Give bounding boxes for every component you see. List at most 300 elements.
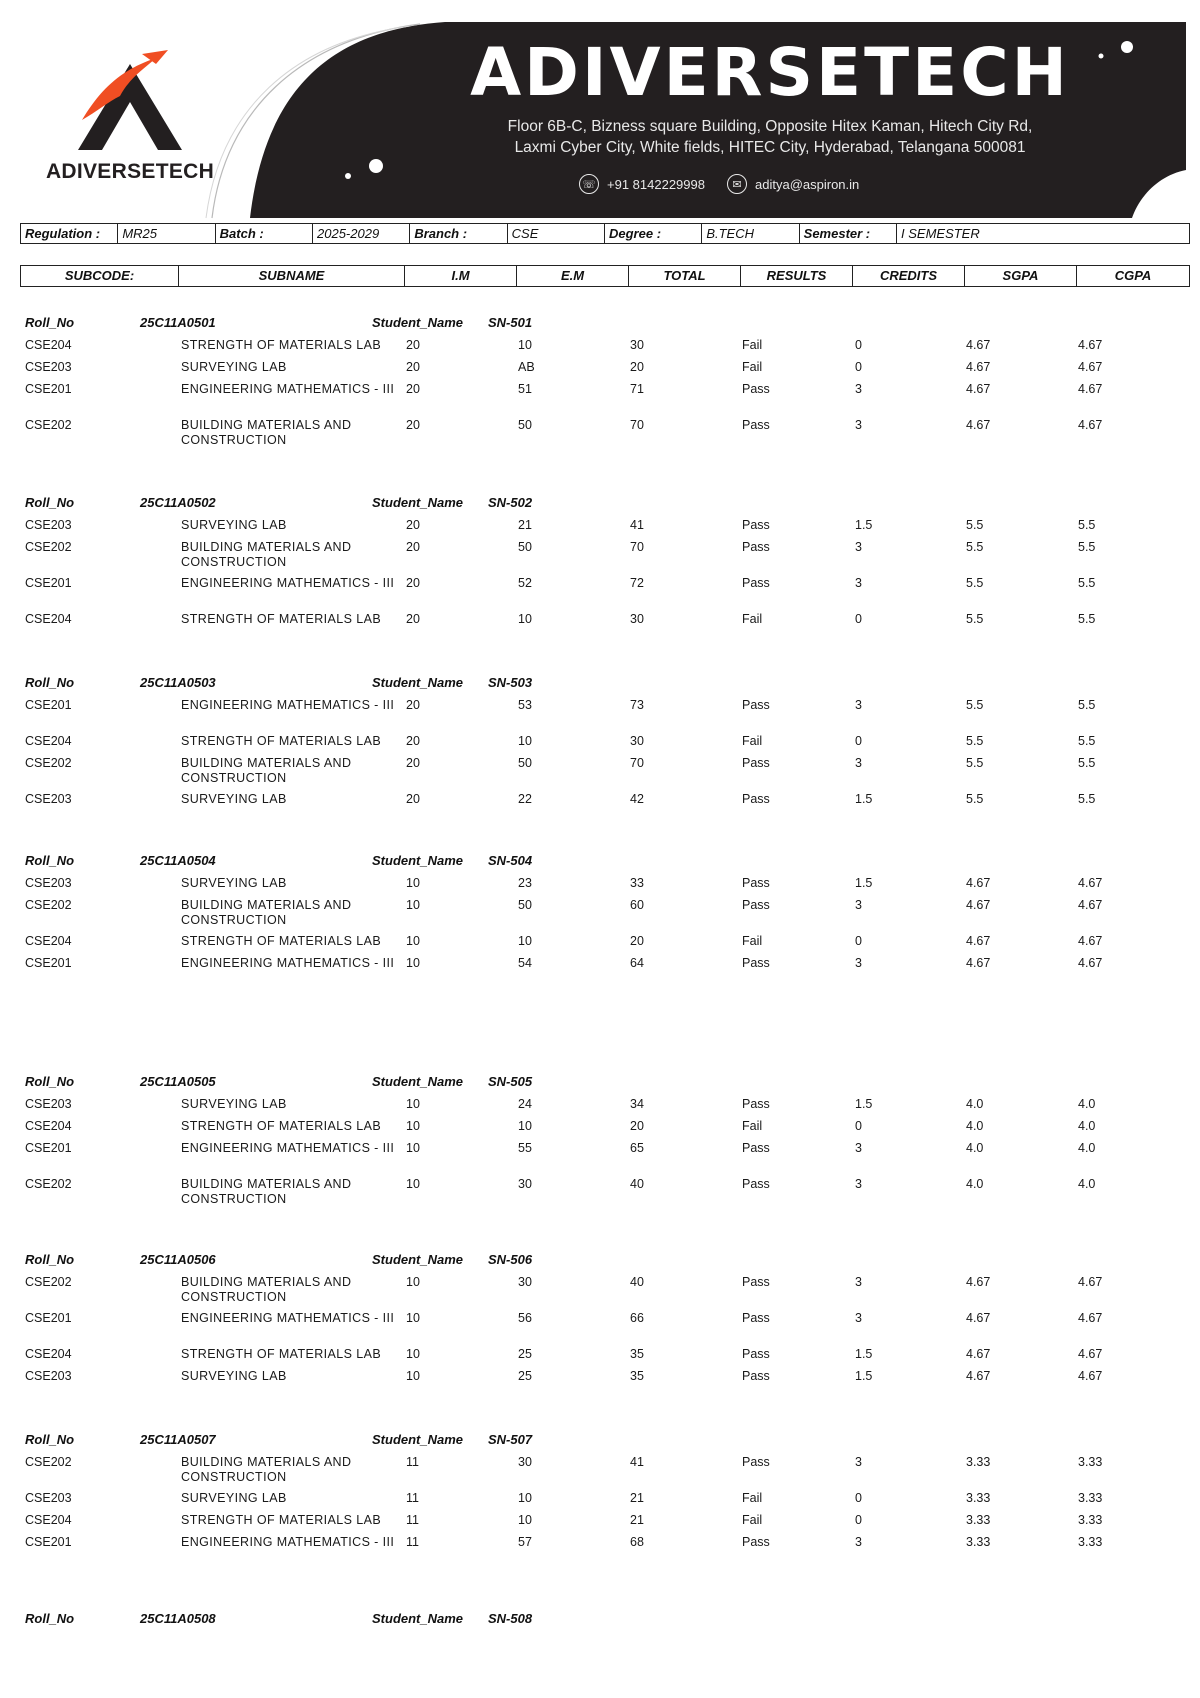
subcode-cell: CSE204 [25, 1119, 72, 1133]
result-cell: Pass [742, 1347, 770, 1361]
semester-value: I SEMESTER [901, 226, 980, 241]
em-cell: 30 [518, 1275, 532, 1289]
im-cell: 10 [406, 1119, 420, 1133]
sgpa-cell: 5.5 [966, 576, 984, 590]
total-cell: 70 [630, 756, 644, 770]
table-row [0, 1141, 1200, 1177]
subname-cell: BUILDING MATERIALS AND CONSTRUCTION [181, 1455, 352, 1484]
cgpa-cell: 3.33 [1078, 1491, 1103, 1505]
table-row [0, 1311, 1200, 1347]
subname-cell: STRENGTH OF MATERIALS LAB [181, 934, 382, 948]
sgpa-cell: 4.67 [966, 1347, 991, 1361]
credits-cell: 3 [855, 576, 862, 590]
cgpa-cell: 5.5 [1078, 612, 1096, 626]
em-cell: 30 [518, 1177, 532, 1191]
student-name: SN-508 [488, 1611, 533, 1626]
subname-cell: ENGINEERING MATHEMATICS - III [181, 1311, 395, 1325]
em-cell: 50 [518, 898, 532, 912]
result-cell: Pass [742, 1275, 770, 1289]
student-name: SN-505 [488, 1074, 533, 1089]
em-cell: 10 [518, 1491, 532, 1505]
column-header-row [20, 265, 1190, 287]
student-block [0, 853, 1200, 970]
subname-cell: STRENGTH OF MATERIALS LAB [181, 1119, 382, 1133]
student-name: SN-502 [488, 495, 533, 510]
cgpa-cell: 4.0 [1078, 1141, 1096, 1155]
result-cell: Pass [742, 418, 770, 432]
subcode-cell: CSE201 [25, 382, 72, 396]
cgpa-cell: 5.5 [1078, 518, 1096, 532]
col-credits: CREDITS [853, 266, 965, 286]
im-cell: 10 [406, 934, 420, 948]
result-cell: Fail [742, 1119, 763, 1133]
em-cell: 50 [518, 540, 532, 554]
result-cell: Fail [742, 734, 763, 748]
contact-phone [579, 174, 705, 194]
credits-cell: 0 [855, 360, 862, 374]
result-cell: Pass [742, 518, 770, 532]
im-cell: 20 [406, 338, 420, 352]
roll-row [0, 315, 1200, 335]
logo-wordmark: ADIVERSETECH [45, 160, 215, 183]
total-cell: 60 [630, 898, 644, 912]
total-cell: 34 [630, 1097, 644, 1111]
em-cell: 50 [518, 756, 532, 770]
credits-cell: 0 [855, 734, 862, 748]
table-row [0, 576, 1200, 612]
credits-cell: 1.5 [855, 1097, 873, 1111]
subcode-cell: CSE201 [25, 1535, 72, 1549]
table-row [0, 1275, 1200, 1311]
subname-cell: STRENGTH OF MATERIALS LAB [181, 612, 382, 626]
roll-row [0, 1432, 1200, 1452]
subcode-cell: CSE201 [25, 1311, 72, 1325]
cgpa-cell: 4.67 [1078, 338, 1103, 352]
em-cell: 22 [518, 792, 532, 806]
im-cell: 20 [406, 418, 420, 432]
sgpa-cell: 4.67 [966, 1369, 991, 1383]
cgpa-cell: 3.33 [1078, 1535, 1103, 1549]
email-address: aditya@aspiron.in [755, 176, 860, 192]
subcode-cell: CSE202 [25, 898, 72, 912]
cgpa-cell: 4.67 [1078, 418, 1103, 432]
roll-number: 25C11A0506 [140, 1252, 216, 1267]
sgpa-cell: 4.67 [966, 898, 991, 912]
table-row [0, 612, 1200, 634]
table-row [0, 956, 1200, 992]
student-name-label: Student_Name [372, 1432, 464, 1447]
col-total: TOTAL [629, 266, 741, 286]
em-cell: 51 [518, 382, 532, 396]
im-cell: 11 [406, 1491, 419, 1505]
im-cell: 11 [406, 1513, 419, 1527]
brand-title: ADIVERSETECH [470, 34, 1070, 111]
cgpa-cell: 4.0 [1078, 1119, 1096, 1133]
subcode-cell: CSE204 [25, 734, 72, 748]
im-cell: 10 [406, 956, 420, 970]
cgpa-cell: 4.67 [1078, 956, 1103, 970]
subname-cell: SURVEYING LAB [181, 792, 287, 806]
im-cell: 20 [406, 518, 420, 532]
em-cell: 10 [518, 338, 532, 352]
result-cell: Pass [742, 576, 770, 590]
result-cell: Fail [742, 1513, 763, 1527]
regulation-label: Regulation : [21, 224, 118, 243]
roll-row [0, 675, 1200, 695]
table-row [0, 734, 1200, 756]
total-cell: 64 [630, 956, 644, 970]
result-cell: Pass [742, 1535, 770, 1549]
student-block [0, 1432, 1200, 1549]
em-cell: 50 [518, 418, 532, 432]
credits-cell: 1.5 [855, 518, 873, 532]
student-block [0, 1074, 1200, 1206]
roll-number: 25C11A0508 [140, 1611, 216, 1626]
total-cell: 68 [630, 1535, 644, 1549]
student-name: SN-507 [488, 1432, 533, 1447]
im-cell: 10 [406, 1177, 420, 1191]
batch-label: Batch : [216, 224, 313, 243]
im-cell: 20 [406, 756, 420, 770]
sgpa-cell: 5.5 [966, 792, 984, 806]
sgpa-cell: 5.5 [966, 734, 984, 748]
subcode-cell: CSE203 [25, 1097, 72, 1111]
total-cell: 21 [630, 1513, 644, 1527]
roll-label: Roll_No [25, 1611, 75, 1626]
student-name-label: Student_Name [372, 1252, 464, 1267]
credits-cell: 3 [855, 382, 862, 396]
total-cell: 41 [630, 1455, 644, 1469]
subname-cell: STRENGTH OF MATERIALS LAB [181, 1347, 382, 1361]
student-block [0, 495, 1200, 626]
im-cell: 11 [406, 1455, 419, 1469]
subcode-cell: CSE204 [25, 934, 72, 948]
subcode-cell: CSE202 [25, 418, 72, 432]
im-cell: 20 [406, 734, 420, 748]
em-cell: 57 [518, 1535, 532, 1549]
roll-row [0, 1611, 1200, 1631]
phone-number: +91 8142229998 [607, 176, 705, 192]
subname-cell: SURVEYING LAB [181, 1369, 287, 1383]
table-row [0, 518, 1200, 540]
credits-cell: 0 [855, 934, 862, 948]
cgpa-cell: 4.67 [1078, 1347, 1103, 1361]
roll-number: 25C11A0507 [140, 1432, 216, 1447]
subname-cell: SURVEYING LAB [181, 518, 287, 532]
total-cell: 70 [630, 418, 644, 432]
total-cell: 35 [630, 1347, 644, 1361]
result-cell: Fail [742, 360, 763, 374]
cgpa-cell: 4.67 [1078, 1311, 1103, 1325]
im-cell: 20 [406, 540, 420, 554]
table-row [0, 360, 1200, 382]
sgpa-cell: 5.5 [966, 698, 984, 712]
sgpa-cell: 4.67 [966, 360, 991, 374]
sgpa-cell: 4.67 [966, 1311, 991, 1325]
credits-cell: 0 [855, 612, 862, 626]
subname-cell: BUILDING MATERIALS AND CONSTRUCTION [181, 1275, 352, 1304]
sgpa-cell: 4.0 [966, 1141, 984, 1155]
em-cell: 25 [518, 1369, 532, 1383]
credits-cell: 0 [855, 338, 862, 352]
subname-cell: BUILDING MATERIALS AND CONSTRUCTION [181, 898, 352, 927]
credits-cell: 3 [855, 1455, 862, 1469]
cgpa-cell: 5.5 [1078, 540, 1096, 554]
sgpa-cell: 3.33 [966, 1535, 991, 1549]
result-cell: Pass [742, 1177, 770, 1191]
im-cell: 10 [406, 1097, 420, 1111]
roll-number: 25C11A0505 [140, 1074, 216, 1089]
sgpa-cell: 4.67 [966, 956, 991, 970]
subname-cell: BUILDING MATERIALS AND CONSTRUCTION [181, 756, 352, 785]
subcode-cell: CSE203 [25, 876, 72, 890]
credits-cell: 3 [855, 1535, 862, 1549]
subcode-cell: CSE204 [25, 1347, 72, 1361]
em-cell: 25 [518, 1347, 532, 1361]
student-name-label: Student_Name [372, 1611, 464, 1626]
subcode-cell: CSE204 [25, 338, 72, 352]
student-block [0, 1252, 1200, 1383]
em-cell: 10 [518, 1513, 532, 1527]
semester-label: Semester : [800, 224, 897, 243]
subname-cell: SURVEYING LAB [181, 1491, 287, 1505]
total-cell: 41 [630, 518, 644, 532]
result-cell: Pass [742, 956, 770, 970]
credits-cell: 3 [855, 898, 862, 912]
col-sgpa: SGPA [965, 266, 1077, 286]
sgpa-cell: 4.0 [966, 1097, 984, 1111]
subcode-cell: CSE204 [25, 612, 72, 626]
em-cell: 10 [518, 934, 532, 948]
sgpa-cell: 4.67 [966, 934, 991, 948]
total-cell: 21 [630, 1491, 644, 1505]
im-cell: 11 [406, 1535, 419, 1549]
roll-row [0, 853, 1200, 873]
im-cell: 20 [406, 576, 420, 590]
im-cell: 20 [406, 792, 420, 806]
cgpa-cell: 4.67 [1078, 1369, 1103, 1383]
subcode-cell: CSE202 [25, 756, 72, 770]
degree-value: B.TECH [702, 224, 799, 243]
result-cell: Pass [742, 876, 770, 890]
regulation-info-bar [20, 223, 1190, 244]
credits-cell: 3 [855, 418, 862, 432]
subcode-cell: CSE201 [25, 698, 72, 712]
total-cell: 73 [630, 698, 644, 712]
roll-label: Roll_No [25, 315, 75, 330]
result-cell: Fail [742, 1491, 763, 1505]
roll-row [0, 1252, 1200, 1272]
total-cell: 30 [630, 612, 644, 626]
im-cell: 10 [406, 1141, 420, 1155]
total-cell: 35 [630, 1369, 644, 1383]
cgpa-cell: 5.5 [1078, 734, 1096, 748]
result-cell: Pass [742, 898, 770, 912]
em-cell: 30 [518, 1455, 532, 1469]
roll-row [0, 1074, 1200, 1094]
table-row [0, 1491, 1200, 1513]
student-name: SN-504 [488, 853, 533, 868]
credits-cell: 3 [855, 1141, 862, 1155]
phone-icon: ☏ [579, 174, 599, 194]
roll-label: Roll_No [25, 1432, 75, 1447]
em-cell: 52 [518, 576, 532, 590]
em-cell: 56 [518, 1311, 532, 1325]
subname-cell: ENGINEERING MATHEMATICS - III [181, 698, 395, 712]
result-cell: Pass [742, 756, 770, 770]
student-block [0, 315, 1200, 447]
total-cell: 33 [630, 876, 644, 890]
result-cell: Pass [742, 1369, 770, 1383]
table-row [0, 792, 1200, 814]
cgpa-cell: 5.5 [1078, 792, 1096, 806]
table-row [0, 382, 1200, 418]
credits-cell: 3 [855, 1177, 862, 1191]
sgpa-cell: 4.0 [966, 1119, 984, 1133]
roll-label: Roll_No [25, 495, 75, 510]
roll-number: 25C11A0502 [140, 495, 216, 510]
total-cell: 30 [630, 338, 644, 352]
roll-label: Roll_No [25, 853, 75, 868]
im-cell: 20 [406, 360, 420, 374]
subcode-cell: CSE203 [25, 360, 72, 374]
col-im: I.M [405, 266, 517, 286]
credits-cell: 1.5 [855, 1369, 873, 1383]
student-name-label: Student_Name [372, 495, 464, 510]
total-cell: 20 [630, 934, 644, 948]
subcode-cell: CSE202 [25, 1455, 72, 1469]
subcode-cell: CSE202 [25, 1177, 72, 1191]
total-cell: 30 [630, 734, 644, 748]
result-cell: Fail [742, 612, 763, 626]
table-row [0, 1347, 1200, 1369]
col-em: E.M [517, 266, 629, 286]
im-cell: 10 [406, 1311, 420, 1325]
contact-email [727, 174, 859, 194]
total-cell: 66 [630, 1311, 644, 1325]
mail-icon: ✉ [727, 174, 747, 194]
subname-cell: BUILDING MATERIALS AND CONSTRUCTION [181, 418, 352, 447]
table-row [0, 1119, 1200, 1141]
sgpa-cell: 3.33 [966, 1455, 991, 1469]
credits-cell: 0 [855, 1119, 862, 1133]
page-header [0, 0, 1200, 222]
col-cgpa: CGPA [1114, 268, 1152, 283]
cgpa-cell: 4.67 [1078, 898, 1103, 912]
subcode-cell: CSE203 [25, 1491, 72, 1505]
credits-cell: 0 [855, 1513, 862, 1527]
address-line-1: Floor 6B-C, Bizness square Building, Opposite Hitex Kaman, Hitech City Rd, [507, 118, 1033, 135]
table-row [0, 1535, 1200, 1571]
batch-value: 2025-2029 [313, 224, 410, 243]
subname-cell: ENGINEERING MATHEMATICS - III [181, 956, 395, 970]
total-cell: 20 [630, 1119, 644, 1133]
im-cell: 10 [406, 1347, 420, 1361]
credits-cell: 3 [855, 698, 862, 712]
im-cell: 10 [406, 876, 420, 890]
table-row [0, 1455, 1200, 1491]
subname-cell: STRENGTH OF MATERIALS LAB [181, 338, 382, 352]
cgpa-cell: 4.67 [1078, 382, 1103, 396]
sgpa-cell: 3.33 [966, 1491, 991, 1505]
em-cell: 21 [518, 518, 532, 532]
student-name-label: Student_Name [372, 315, 464, 330]
sgpa-cell: 4.67 [966, 418, 991, 432]
total-cell: 20 [630, 360, 644, 374]
branch-label: Branch : [410, 224, 507, 243]
im-cell: 20 [406, 698, 420, 712]
total-cell: 71 [630, 382, 644, 396]
em-cell: 10 [518, 612, 532, 626]
table-row [0, 540, 1200, 576]
student-name: SN-503 [488, 675, 533, 690]
sgpa-cell: 5.5 [966, 540, 984, 554]
credits-cell: 0 [855, 1491, 862, 1505]
credits-cell: 3 [855, 1275, 862, 1289]
roll-label: Roll_No [25, 675, 75, 690]
table-row [0, 338, 1200, 360]
table-row [0, 756, 1200, 792]
table-row [0, 1513, 1200, 1535]
table-row [0, 1369, 1200, 1391]
subname-cell: ENGINEERING MATHEMATICS - III [181, 1141, 395, 1155]
subcode-cell: CSE203 [25, 518, 72, 532]
subcode-cell: CSE201 [25, 1141, 72, 1155]
cgpa-cell: 4.67 [1078, 876, 1103, 890]
cgpa-cell: 5.5 [1078, 576, 1096, 590]
em-cell: 23 [518, 876, 532, 890]
branch-value: CSE [508, 224, 605, 243]
roll-row [0, 495, 1200, 515]
im-cell: 20 [406, 382, 420, 396]
cgpa-cell: 4.67 [1078, 1275, 1103, 1289]
roll-label: Roll_No [25, 1252, 75, 1267]
credits-cell: 1.5 [855, 876, 873, 890]
credits-cell: 3 [855, 956, 862, 970]
student-name: SN-506 [488, 1252, 533, 1267]
col-subname: SUBNAME [179, 266, 405, 286]
sgpa-cell: 4.67 [966, 876, 991, 890]
logo-mark-icon [60, 50, 200, 160]
subname-cell: STRENGTH OF MATERIALS LAB [181, 734, 382, 748]
student-name-label: Student_Name [372, 853, 464, 868]
em-cell: AB [518, 360, 535, 374]
em-cell: 10 [518, 1119, 532, 1133]
total-cell: 40 [630, 1275, 644, 1289]
subname-cell: STRENGTH OF MATERIALS LAB [181, 1513, 382, 1527]
student-name-label: Student_Name [372, 675, 464, 690]
result-cell: Pass [742, 540, 770, 554]
total-cell: 42 [630, 792, 644, 806]
roll-number: 25C11A0504 [140, 853, 216, 868]
student-block [0, 1611, 1200, 1631]
subcode-cell: CSE202 [25, 540, 72, 554]
em-cell: 54 [518, 956, 532, 970]
result-cell: Pass [742, 1097, 770, 1111]
subname-cell: BUILDING MATERIALS AND CONSTRUCTION [181, 1177, 352, 1206]
table-row [0, 1097, 1200, 1119]
result-cell: Pass [742, 382, 770, 396]
subcode-cell: CSE204 [25, 1513, 72, 1527]
credits-cell: 3 [855, 540, 862, 554]
subcode-cell: CSE202 [25, 1275, 72, 1289]
cgpa-cell: 5.5 [1078, 756, 1096, 770]
im-cell: 10 [406, 1369, 420, 1383]
cgpa-cell: 4.67 [1078, 934, 1103, 948]
im-cell: 20 [406, 612, 420, 626]
subname-cell: SURVEYING LAB [181, 1097, 287, 1111]
total-cell: 72 [630, 576, 644, 590]
